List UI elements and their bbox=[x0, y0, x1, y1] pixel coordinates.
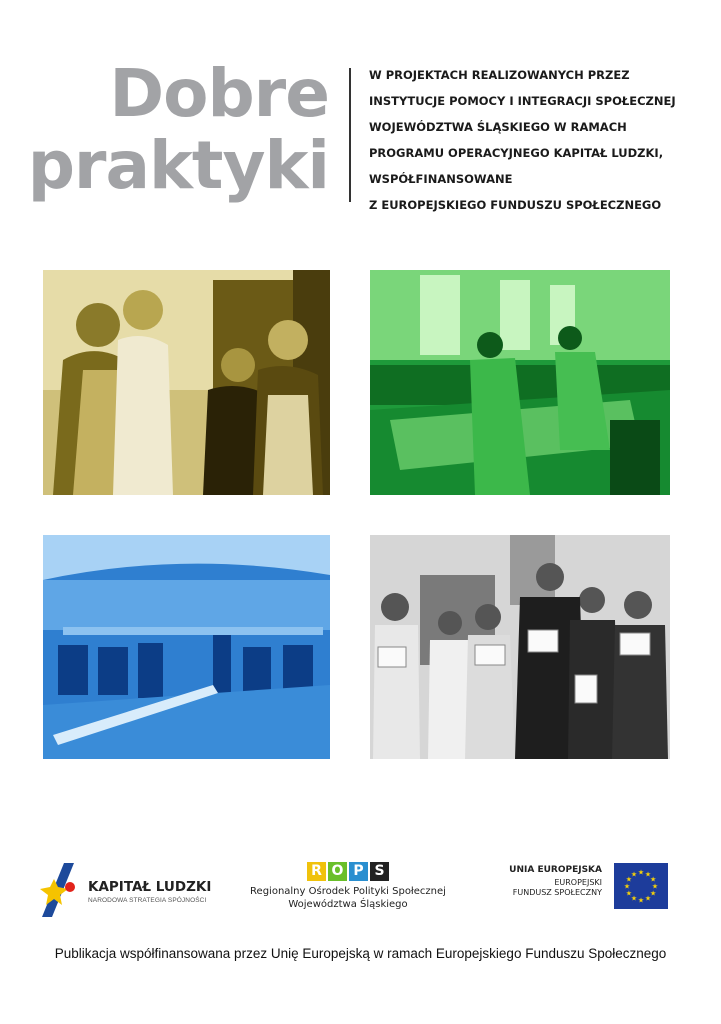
subtitle-line: PROGRAMU OPERACYJNEGO KAPITAŁ LUDZKI, bbox=[369, 146, 664, 160]
footer-note: Publikacja współfinansowana przez Unię Europejską w ramach Europejskiego Funduszu Społecznego bbox=[54, 946, 667, 961]
eu-star-icon: ★ bbox=[637, 897, 645, 905]
youth-with-certificates-photo bbox=[370, 535, 670, 759]
eu-star-icon: ★ bbox=[625, 876, 633, 884]
subtitle-line: WSPÓŁFINANSOWANE bbox=[369, 172, 513, 186]
title-line-1: Dobre bbox=[109, 55, 329, 132]
eu-star-icon: ★ bbox=[644, 895, 652, 903]
eu-star-icon: ★ bbox=[630, 895, 638, 903]
rops-logo bbox=[235, 862, 461, 918]
rops-letter-p: P bbox=[349, 862, 368, 881]
rops-name-line-1: Regionalny Ośrodek Polityki Społecznej bbox=[250, 886, 446, 897]
kapital-ludzki-icon bbox=[38, 859, 84, 921]
kapital-ludzki-logo bbox=[36, 857, 236, 923]
rops-letter-o: O bbox=[328, 862, 347, 881]
subtitle-line: INSTYTUCJE POMOCY I INTEGRACJI SPOŁECZNEJ bbox=[369, 94, 676, 108]
ue-subtitle-2: FUNDUSZ SPOŁECZNY bbox=[512, 888, 602, 897]
rops-name-line-2: Województwa Śląskiego bbox=[288, 899, 408, 910]
title-divider bbox=[349, 68, 351, 202]
eu-star-icon: ★ bbox=[649, 876, 657, 884]
computer-lab-photo bbox=[43, 535, 330, 759]
subtitle bbox=[369, 62, 709, 218]
eu-star-icon: ★ bbox=[649, 890, 657, 898]
unia-europejska-logo bbox=[482, 857, 682, 923]
eu-star-icon: ★ bbox=[644, 871, 652, 879]
rops-letter-r: R bbox=[307, 862, 326, 881]
kapital-ludzki-name: KAPITAŁ LUDZKI bbox=[88, 879, 212, 895]
eu-flag-icon bbox=[614, 863, 668, 909]
classroom-tables-photo bbox=[370, 270, 670, 495]
subtitle-line: W PROJEKTACH REALIZOWANYCH PRZEZ bbox=[369, 68, 630, 82]
eu-star-icon: ★ bbox=[623, 883, 631, 891]
eu-star-icon: ★ bbox=[651, 883, 659, 891]
ue-name: UNIA EUROPEJSKA bbox=[509, 865, 602, 875]
kapital-ludzki-subtitle: NARODOWA STRATEGIA SPÓJNOŚCI bbox=[88, 897, 207, 904]
eu-star-icon: ★ bbox=[630, 871, 638, 879]
eu-star-icon: ★ bbox=[625, 890, 633, 898]
eu-star-icon: ★ bbox=[637, 869, 645, 877]
page-title bbox=[27, 55, 329, 204]
ue-subtitle-1: EUROPEJSKI bbox=[554, 878, 602, 887]
folk-costume-children-photo bbox=[43, 270, 330, 495]
subtitle-line: WOJEWÓDZTWA ŚLĄSKIEGO W RAMACH bbox=[369, 120, 627, 134]
rops-letter-s: S bbox=[370, 862, 389, 881]
title-line-2: praktyki bbox=[27, 127, 329, 204]
subtitle-line: Z EUROPEJSKIEGO FUNDUSZU SPOŁECZNEGO bbox=[369, 198, 662, 212]
